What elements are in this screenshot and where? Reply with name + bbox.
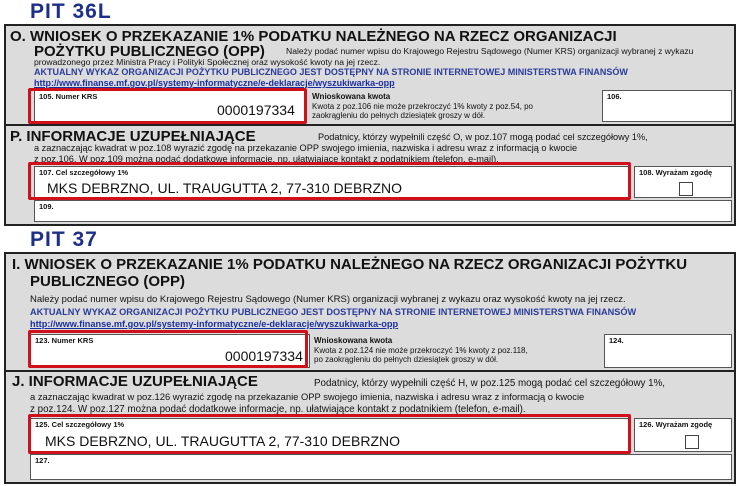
krs-label-123: 123. Numer KRS (35, 336, 94, 345)
section-o-link[interactable]: http://www.finanse.mf.gov.pl/systemy-informatyczne/e-deklaracje/wyszukiwarka-opp (34, 78, 395, 88)
field-127[interactable] (30, 454, 732, 480)
section-p-desc-2: a zaznaczając kwadrat w poz.108 wyrazić zgodę na przekazanie OPP swojego imienia, nazwiska i adresu wraz z informacją o kwocie (34, 143, 578, 153)
section-p-desc-1: Podatnicy, którzy wypełnili część O, w poz.107 mogą podać cel szczegółowy 1%, (318, 132, 648, 142)
zgoda-checkbox-126[interactable] (685, 435, 699, 449)
cel-label-125: 125. Cel szczegółowy 1% (35, 420, 125, 429)
section-o-info: AKTUALNY WYKAZ ORGANIZACJI POŻYTKU PUBLICZNEGO JEST DOSTĘPNY NA STRONIE INTERNETOWEJ MINISTERSTWA FINANSÓW (34, 67, 628, 77)
field-127-label: 127. (35, 456, 50, 465)
zgoda-field-108[interactable] (634, 166, 732, 198)
kwota-label: Wnioskowana kwota (312, 92, 391, 101)
kwota-note-1: Kwota z poz.106 nie może przekroczyć 1% kwoty z poz.54, po (312, 102, 533, 111)
field-106-label: 106. (607, 92, 622, 101)
kwota-note-37-2: po zaokrągleniu do pełnych dziesiątek groszy w dół. (314, 355, 499, 364)
field-124[interactable] (604, 334, 732, 368)
section-i-heading-line2: PUBLICZNEGO (OPP) (30, 273, 186, 290)
kwota-label-37: Wnioskowana kwota (314, 336, 393, 345)
cel-label-107: 107. Cel szczegółowy 1% (39, 168, 129, 177)
section-o-heading-line2: POŻYTKU PUBLICZNEGO (OPP) (34, 43, 265, 60)
section-j-desc-3: z poz.124. W poz.127 można podać dodatkowe informacje, np. ułatwiające kontakt z podatnikiem (telefon, e-mail). (30, 404, 526, 415)
section-j-desc-2: a zaznaczając kwadrat w poz.126 wyrazić zgodę na przekazanie OPP swojego imienia, nazwiska i adresu wraz z informacją o kwocie (30, 391, 585, 402)
field-124-label: 124. (609, 336, 624, 345)
section-divider (6, 124, 734, 126)
section-i-note: Należy podać numer wpisu do Krajowego Rejestru Sądowego (Numer KRS) organizacji wybranej z wykazu oraz wysokość kwoty na jej rzecz. (30, 294, 626, 305)
cel-highlight-107 (28, 162, 631, 200)
field-106[interactable] (602, 90, 732, 122)
kwota-info-box-37 (312, 334, 602, 368)
kwota-info-box (310, 90, 600, 122)
pit37-title: PIT 37 (30, 228, 98, 251)
section-i-link[interactable]: http://www.finanse.mf.gov.pl/systemy-informatyczne/e-deklaracje/wyszukiwarka-opp (30, 319, 399, 329)
krs-highlight-105 (28, 88, 307, 124)
zgoda-label-126: 126. Wyrażam zgodę (639, 420, 713, 429)
section-j-heading: J. INFORMACJE UZUPEŁNIAJĄCE (12, 373, 258, 390)
section-p-heading: P. INFORMACJE UZUPEŁNIAJĄCE (10, 128, 256, 145)
section-o-note-line2: prowadzonego przez Ministra Pracy i Polityki Społecznej oraz wysokość kwoty na jej rzecz. (34, 57, 381, 67)
section-i-heading-line1: I. WNIOSEK O PRZEKAZANIE 1% PODATKU NALEŻNEGO NA RZECZ ORGANIZACJI POŻYTKU (12, 256, 688, 273)
section-j-desc-1: Podatnicy, którzy wypełnili część H, w poz.125 mogą podać cel szczegółowy 1%, (314, 378, 666, 389)
pit36l-title: PIT 36L (30, 0, 112, 23)
zgoda-checkbox-108[interactable] (679, 182, 693, 196)
kwota-note-2: zaokrągleniu do pełnych dziesiątek groszy w dół. (312, 111, 485, 120)
section-o-heading-line1: O. WNIOSEK O PRZEKAZANIE 1% PODATKU NALEŻNEGO NA RZECZ ORGANIZACJI (10, 28, 617, 45)
kwota-note-37-1: Kwota z poz.124 nie może przekroczyć 1% kwoty z poz.118, (314, 346, 528, 355)
zgoda-label-108: 108. Wyrażam zgodę (639, 168, 713, 177)
section-divider-37 (6, 370, 734, 372)
cel-value-125: MKS DEBRZNO, UL. TRAUGUTTA 2, 77-310 DEBRZNO (45, 433, 401, 449)
section-i-info: AKTUALNY WYKAZ ORGANIZACJI POŻYTKU PUBLICZNEGO JEST DOSTĘPNY NA STRONIE INTERNETOWEJ MINISTERSTWA FINANSÓW (30, 307, 637, 317)
field-109-label: 109. (39, 202, 54, 211)
krs-value-123: 0000197334 (225, 348, 303, 364)
field-109[interactable] (34, 200, 732, 222)
cel-value-107: MKS DEBRZNO, UL. TRAUGUTTA 2, 77-310 DEBRZNO (47, 180, 403, 196)
krs-highlight-123 (28, 330, 308, 368)
zgoda-field-126[interactable] (634, 418, 732, 452)
section-o-note: Należy podać numer wpisu do Krajowego Rejestru Sądowego (Numer KRS) organizacji wybranej z wykazu (286, 46, 694, 56)
krs-value-105: 0000197334 (217, 102, 295, 118)
krs-label-105: 105. Numer KRS (39, 92, 98, 101)
cel-highlight-125 (28, 414, 631, 454)
section-p-desc-3: z poz.106. W poz.109 można podać dodatkowe informacje, np. ułatwiające kontakt z podatnikiem (telefon, e-mail). (34, 154, 499, 164)
